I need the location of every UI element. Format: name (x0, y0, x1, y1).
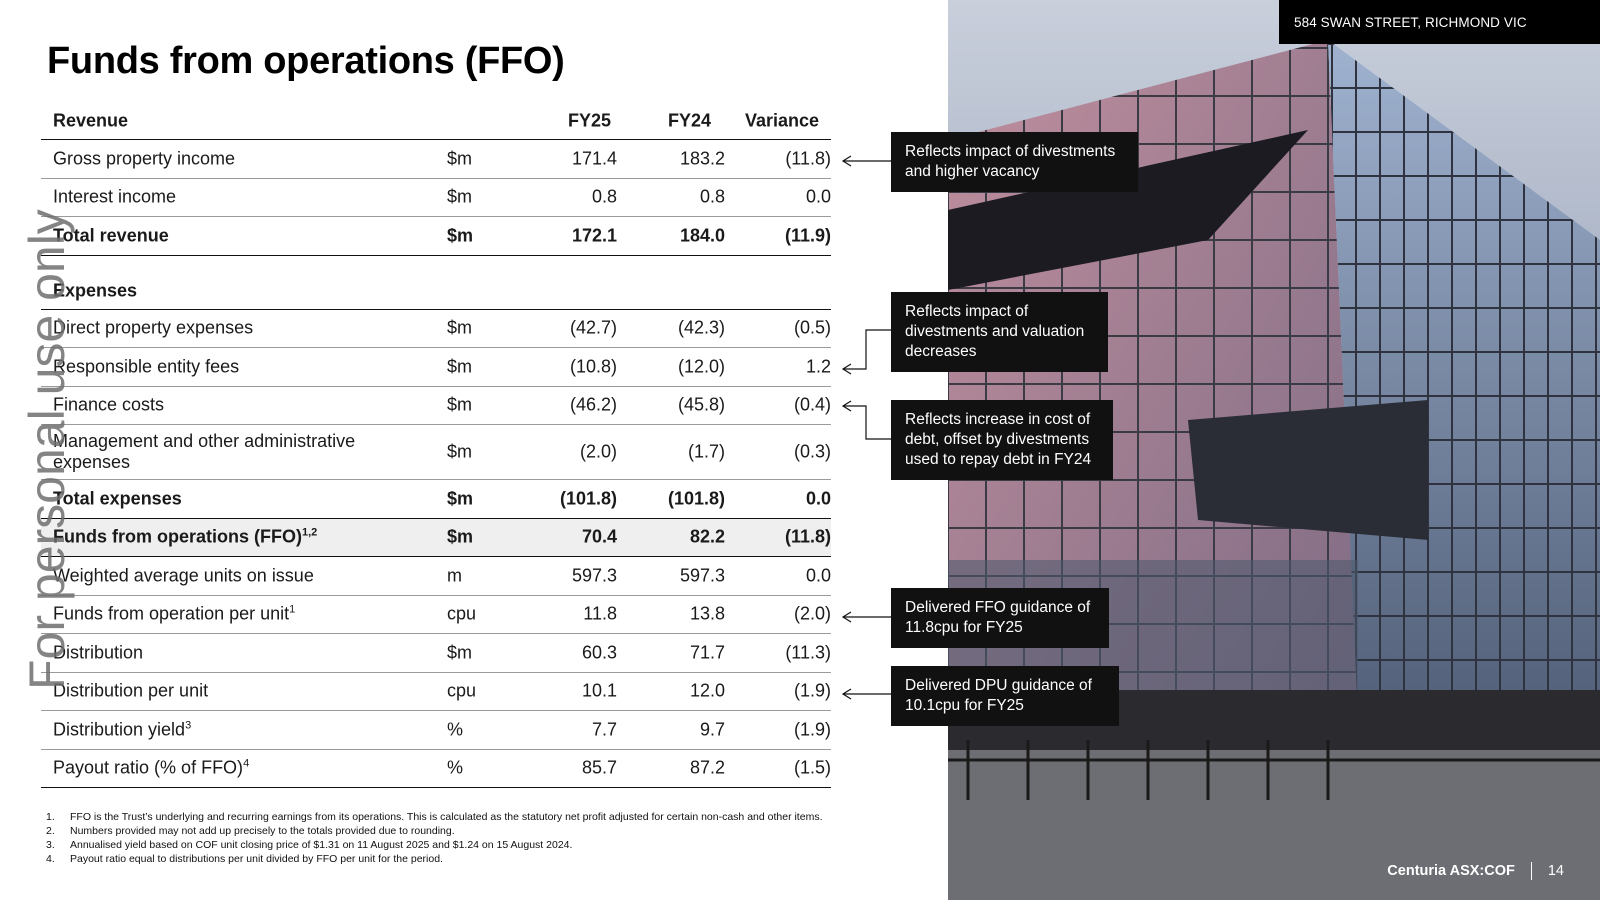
callout-gross-property-income: Reflects impact of divestments and higher vacancy (891, 132, 1138, 192)
row-variance: (0.3) (793, 441, 831, 462)
row-unit: $m (447, 356, 473, 377)
total-revenue-row (41, 217, 831, 256)
row-fy24: 87.2 (689, 757, 725, 778)
footnote-text: FFO is the Trust’s underlying and recurring earnings from its operations. This is calculated as the statutory net profit adjusted for certain non-cash and other items. (70, 811, 823, 823)
row-unit: $m (447, 186, 473, 207)
row-label (53, 758, 249, 779)
row-unit: $m (447, 642, 473, 663)
row-label: Interest income (53, 186, 177, 207)
row-label (53, 527, 317, 548)
page-number: 14 (1547, 863, 1564, 879)
row-label: Total expenses (53, 488, 182, 509)
row-variance: (1.9) (793, 680, 831, 701)
footnote-ref: 1,2 (302, 526, 318, 539)
footnote-ref: 4 (243, 757, 250, 770)
footnote-ref: 1 (289, 603, 296, 616)
row-variance: (11.9) (784, 225, 831, 246)
row-unit: $m (447, 225, 474, 246)
row-label-text: Payout ratio (% of FFO) (53, 757, 244, 778)
arrow-line-3 (843, 406, 891, 439)
row-label-text: Weighted average units on issue (53, 565, 314, 586)
row-label (53, 642, 143, 663)
row-fy25: 172.1 (571, 225, 617, 246)
row-label: Total revenue (53, 225, 169, 246)
page-title: Funds from operations (FFO) (47, 40, 565, 82)
footnote-item (46, 810, 836, 824)
table-row (41, 310, 831, 349)
personal-use-watermark: For personal use only (19, 209, 75, 690)
row-unit: $m (447, 317, 473, 338)
footnote-text: Payout ratio equal to distributions per unit divided by FFO per unit for the period. (70, 853, 443, 865)
row-fy24: 183.2 (679, 148, 725, 169)
table-row (41, 711, 831, 750)
row-label-text: Funds from operation per unit (53, 603, 290, 624)
ffo-row (41, 519, 831, 558)
expenses-heading-row (41, 274, 831, 310)
row-fy24: 184.0 (679, 225, 725, 246)
header-variance: Variance (744, 110, 819, 130)
row-label (53, 604, 295, 625)
arrow-head-1 (843, 156, 851, 166)
row-fy25: 10.1 (581, 680, 617, 701)
row-unit: % (447, 719, 464, 740)
row-unit: % (447, 757, 464, 778)
row-unit: $m (447, 488, 474, 509)
row-fy25: 0.8 (591, 186, 617, 207)
table-row (41, 140, 831, 179)
row-unit: cpu (447, 603, 477, 624)
row-fy24: 0.8 (699, 186, 725, 207)
footnote-number: 3. (46, 839, 55, 851)
row-label (53, 681, 208, 702)
row-variance: (11.3) (785, 642, 831, 663)
expenses-heading: Expenses (53, 280, 138, 301)
footnote-text: Annualised yield based on COF unit closing price of $1.31 on 11 August 2025 and $1.24 on 15 August 2024. (70, 839, 573, 851)
table-row (41, 348, 831, 387)
row-fy25: 171.4 (571, 148, 617, 169)
header-revenue: Revenue (53, 110, 129, 130)
row-fy25: 7.7 (591, 719, 617, 740)
row-fy24: 597.3 (679, 565, 725, 586)
row-label-text: Distribution per unit (53, 680, 209, 701)
table-row (41, 596, 831, 635)
footnote-item (46, 824, 836, 838)
footnote-text: Numbers provided may not add up precisely to the totals provided due to rounding. (70, 825, 455, 837)
row-label (53, 719, 191, 740)
footnote-ref: 3 (185, 719, 192, 732)
row-fy25: (42.7) (569, 317, 617, 338)
row-fy25: 11.8 (583, 603, 617, 624)
row-unit: m (447, 565, 462, 586)
row-unit: $m (447, 394, 473, 415)
ffo-table (41, 102, 831, 788)
row-variance: (11.8) (785, 148, 831, 169)
table-row (41, 634, 831, 673)
header-fy25: FY25 (567, 110, 611, 130)
row-label-text: Distribution yield (53, 719, 186, 740)
footnote-item (46, 838, 836, 852)
row-unit: $m (447, 441, 473, 462)
row-label (53, 565, 314, 586)
row-variance: (0.4) (793, 394, 831, 415)
row-fy25: (2.0) (579, 441, 617, 462)
row-unit: cpu (447, 680, 477, 701)
ffo-label-text: Funds from operations (FFO) (53, 526, 302, 547)
property-address-label: 584 SWAN STREET, RICHMOND VIC (1279, 0, 1600, 44)
row-fy24: (45.8) (677, 394, 725, 415)
row-fy24: 12.0 (689, 680, 725, 701)
table-spacer (41, 256, 831, 274)
row-fy24: 71.7 (689, 642, 725, 663)
row-fy24: (1.7) (687, 441, 725, 462)
total-expenses-row (41, 480, 831, 519)
table-row (41, 179, 831, 218)
footer-divider (1531, 862, 1532, 880)
table-row (41, 750, 831, 789)
row-fy25: 70.4 (581, 526, 617, 547)
footer-brand: Centuria ASX:COF (1387, 863, 1515, 879)
row-variance: 0.0 (805, 565, 831, 586)
table-row (41, 557, 831, 596)
row-fy25: 60.3 (581, 642, 617, 663)
row-label: Direct property expenses (53, 317, 254, 338)
table-header-row (41, 102, 831, 140)
row-fy25: (10.8) (569, 356, 617, 377)
row-variance: (2.0) (793, 603, 831, 624)
row-fy25: (101.8) (559, 488, 617, 509)
callout-dpu-guidance: Delivered DPU guidance of 10.1cpu for FY25 (891, 666, 1119, 726)
callout-responsible-entity-fees: Reflects impact of divestments and valuation decreases (891, 292, 1108, 372)
arrow-line-2 (843, 330, 891, 369)
row-fy24: 13.8 (689, 603, 725, 624)
slide-footer (1387, 862, 1564, 880)
header-fy24: FY24 (667, 110, 711, 130)
row-variance: (1.5) (793, 757, 831, 778)
row-fy24: (42.3) (677, 317, 725, 338)
row-label: Responsible entity fees (53, 356, 240, 377)
table-row (41, 425, 831, 480)
callout-ffo-guidance: Delivered FFO guidance of 11.8cpu for FY25 (891, 588, 1109, 648)
row-label: Gross property income (53, 148, 236, 169)
arrow-head-3 (843, 401, 851, 411)
footnote-number: 4. (46, 853, 55, 865)
row-fy25: 85.7 (581, 757, 617, 778)
row-unit: $m (447, 526, 474, 547)
arrow-head-4 (843, 612, 851, 622)
row-fy24: (101.8) (667, 488, 725, 509)
footnote-item (46, 852, 836, 866)
row-variance: (1.9) (793, 719, 831, 740)
row-variance: (0.5) (793, 317, 831, 338)
row-fy25: (46.2) (569, 394, 617, 415)
row-fy24: 82.2 (689, 526, 725, 547)
row-fy25: 597.3 (571, 565, 617, 586)
row-label: Finance costs (53, 394, 165, 415)
table-row (41, 387, 831, 426)
row-variance: 0.0 (805, 186, 831, 207)
row-label: Management and other administrative expenses (53, 431, 356, 472)
row-variance: (11.8) (784, 526, 831, 547)
row-unit: $m (447, 148, 473, 169)
callout-finance-costs: Reflects increase in cost of debt, offset by divestments used to repay debt in FY24 (891, 400, 1113, 480)
row-label-text: Distribution (53, 642, 144, 663)
arrow-head-5 (843, 689, 851, 699)
footnote-number: 1. (46, 811, 55, 823)
footnotes (46, 810, 836, 866)
footnote-number: 2. (46, 825, 55, 837)
row-fy24: (12.0) (677, 356, 725, 377)
row-variance: 0.0 (805, 488, 831, 509)
arrow-head-2 (843, 364, 851, 374)
row-fy24: 9.7 (699, 719, 725, 740)
table-row (41, 673, 831, 712)
row-variance: 1.2 (805, 356, 831, 377)
